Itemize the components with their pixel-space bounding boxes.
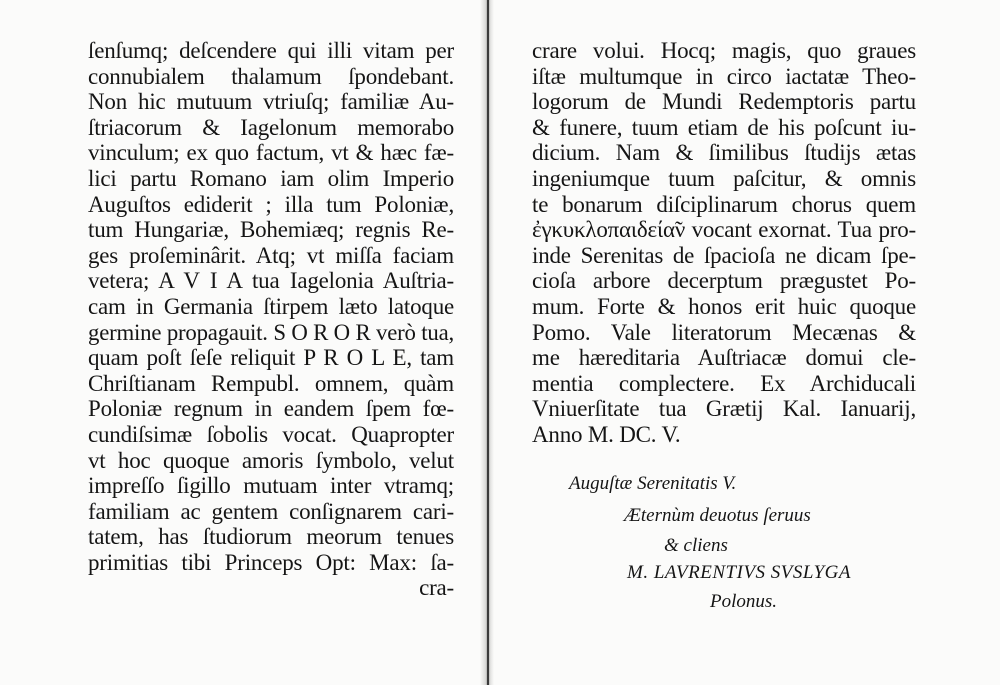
text-line: mentia complectere. Ex Archiducali: [532, 370, 916, 396]
text-line: inde Serenitas de ſpacioſa ne dicam ſpe-: [532, 242, 916, 268]
text-line: germine propagauit. S O R O R verò tua,: [88, 319, 454, 345]
text-line: vt hoc quoque amoris ſymbolo, velut: [88, 447, 454, 473]
text-line: Anno M. DC. V.: [532, 421, 681, 447]
signature-greeting: Auguſtæ Serenitatis V.: [569, 473, 737, 494]
text-line: cundiſsimæ ſobolis vocat. Quapropter: [88, 421, 454, 447]
text-line: mum. Forte & honos erit huic quoque: [532, 293, 916, 319]
text-line: ingeniumque tuum paſcitur, & omnis: [532, 165, 916, 191]
text-line: dicium. Nam & ſimilibus ſtudijs ætas: [532, 140, 916, 166]
text-line: te bonarum diſciplinarum chorus quem: [532, 191, 916, 217]
text-line: Auguſtos ediderit ; illa tum Poloniæ,: [88, 191, 454, 217]
text-line: quam poſt ſeſe reliquit P R O L E, tam: [88, 345, 454, 371]
text-line: primitias tibi Princeps Opt: Max: ſa-: [88, 549, 454, 575]
text-line: Vniuerſitate tua Grætij Kal. Ianuarij,: [532, 396, 916, 422]
text-line: Chriſtianam Rempubl. omnem, quàm: [88, 370, 454, 396]
text-line: iſtæ multumque in circo iactatæ Theo-: [532, 63, 916, 89]
text-line: & funere, tuum etiam de his poſcunt iu-: [532, 114, 916, 140]
text-line: crare volui. Hocq; magis, quo graues: [532, 38, 916, 63]
text-line: tatem, has ſtudiorum meorum tenues: [88, 524, 454, 550]
text-line: Non hic mutuum vtriuſq; familiæ Au-: [88, 89, 454, 115]
text-line: impreſſo ſigillo mutuam inter vtramq;: [88, 473, 454, 499]
gutter-fold-line: [487, 0, 489, 685]
text-line: ſtriacorum & Iagelonum memorabo: [88, 114, 454, 140]
signature-client: & cliens: [664, 535, 728, 556]
text-line: lici partu Romano iam olim Imperio: [88, 165, 454, 191]
text-line: ges proſeminârit. Atq; vt miſſa faciam: [88, 242, 454, 268]
text-line: me hæreditaria Auſtriacæ domui cle-: [532, 345, 916, 371]
text-line: Pomo. Vale literatorum Mecænas &: [532, 319, 916, 345]
signature-name: M. LAVRENTIVS SVSLYGA: [627, 562, 851, 583]
catchword: cra-: [419, 575, 454, 601]
text-line: logorum de Mundi Redemptoris partu: [532, 89, 916, 115]
text-line: Poloniæ regnum in eandem ſpem fœ-: [88, 396, 454, 422]
text-line: vinculum; ex quo factum, vt & hæc fæ-: [88, 140, 454, 166]
text-line: cioſa arbore decerptum prægustet Po-: [532, 268, 916, 294]
text-line: ſenſumq; deſcendere qui illi vitam per: [88, 38, 454, 63]
text-line: connubialem thalamum ſpondebant.: [88, 63, 454, 89]
text-line: familiam ac gentem conſignarem cari-: [88, 498, 454, 524]
signature-origin: Polonus.: [710, 591, 778, 612]
text-line: ἐγκυκλοπαιδεία̃ν vocant exornat. Tua pro-: [532, 217, 916, 243]
text-line: cam in Germania ſtirpem læto latoque: [88, 293, 454, 319]
left-page-text: [88, 38, 454, 601]
right-page-text: [532, 38, 916, 448]
signature-servant: Æternùm deuotus ſeruus: [624, 505, 811, 526]
text-line: tum Hungariæ, Bohemiæq; regnis Re-: [88, 217, 454, 243]
text-line: vetera; A V I A tua Iagelonia Auſtria-: [88, 268, 454, 294]
